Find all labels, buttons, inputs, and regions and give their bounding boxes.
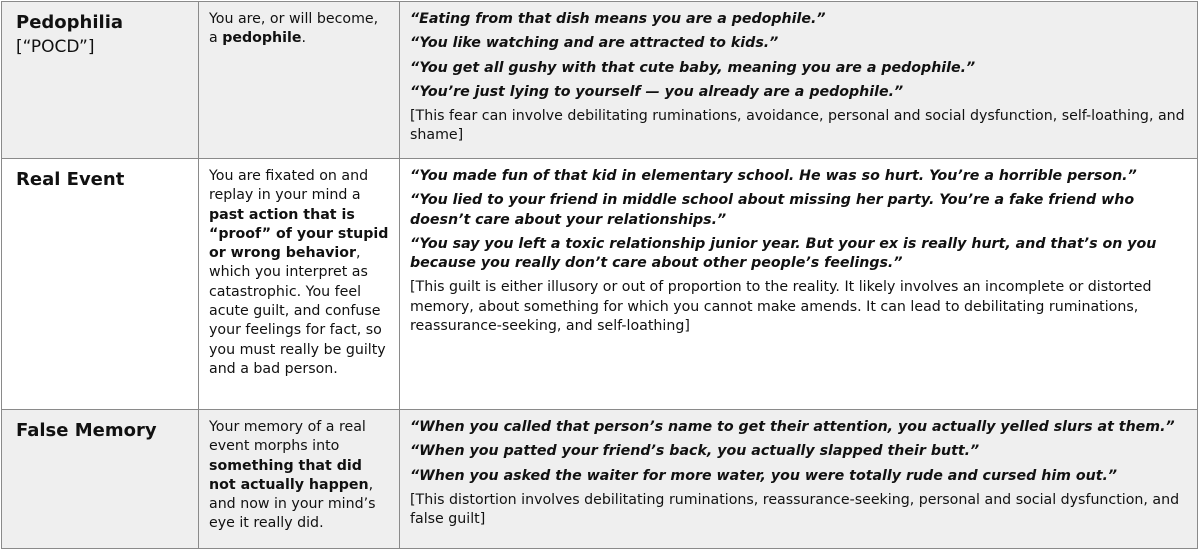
example-quote: “You’re just lying to yourself — you already are a pedophile.”	[410, 83, 904, 100]
example-quote: “You like watching and are attracted to kids.”	[410, 35, 779, 52]
example-quote: “Eating from that dish means you are a pedophile.”	[410, 11, 826, 27]
example-quote: “You say you left a toxic relationship junior year. But your ex is really hurt, and that’s on you because you really don’t care about other people’s feelings.”	[410, 235, 1157, 272]
table-row-real-event	[2, 159, 1198, 410]
theme-note: [This guilt is either illusory or out of proportion to the reality. It likely involves an incomplete or distorted memory, about something for which you cannot make amends. It can lead to debilitating ruminations, reassurance-seeking, and self-loathing]	[410, 279, 1152, 335]
example-quote: “When you patted your friend’s back, you actually slapped their butt.”	[410, 443, 980, 460]
examples-cell	[400, 2, 1198, 159]
theme-cell	[2, 410, 199, 549]
example-quote: “When you called that person’s name to get their attention, you actually yelled slurs at them.”	[410, 419, 1175, 435]
theme-definition: You are, or will become, a pedophile.	[209, 11, 379, 47]
example-quote: “You lied to your friend in middle school about missing her party. You’re a fake friend who doesn’t care about your relationships.”	[410, 192, 1135, 228]
table-row-false-memory	[2, 410, 1198, 549]
theme-cell	[2, 2, 199, 159]
table-row-pedophilia	[2, 2, 1198, 159]
example-quote: “You made fun of that kid in elementary school. He was so hurt. You’re a horrible person.”	[410, 168, 1137, 184]
theme-name: False Memory	[16, 420, 157, 441]
theme-definition: Your memory of a real event morphs into something that did not actually happen, and now in your mind’s eye it really did.	[209, 419, 376, 532]
examples-cell	[400, 159, 1198, 410]
theme-note: [This fear can involve debilitating ruminations, avoidance, personal and social dysfunction, self-loathing, and shame]	[410, 108, 1185, 144]
theme-note: [This distortion involves debilitating ruminations, reassurance-seeking, personal and social dysfunction, and false guilt]	[410, 491, 1180, 528]
examples-cell	[400, 410, 1198, 549]
ocd-themes-table	[1, 1, 1198, 549]
theme-name: Pedophilia	[16, 12, 124, 33]
theme-name: Real Event	[16, 169, 125, 190]
theme-subname: [“POCD”]	[16, 37, 95, 57]
theme-definition: You are fixated on and replay in your mind a past action that is “proof” of your stupid or wrong behavior, which you interpret as catastrophic. You feel acute guilt, and confuse your feelings for fact, so you must really be guilty and a bad person.	[209, 168, 389, 377]
definition-cell	[199, 159, 400, 410]
example-quote: “You get all gushy with that cute baby, meaning you are a pedophile.”	[410, 59, 976, 76]
theme-cell	[2, 159, 199, 410]
definition-cell	[199, 2, 400, 159]
example-quote: “When you asked the waiter for more water, you were totally rude and cursed him out.”	[410, 467, 1118, 484]
definition-cell	[199, 410, 400, 549]
